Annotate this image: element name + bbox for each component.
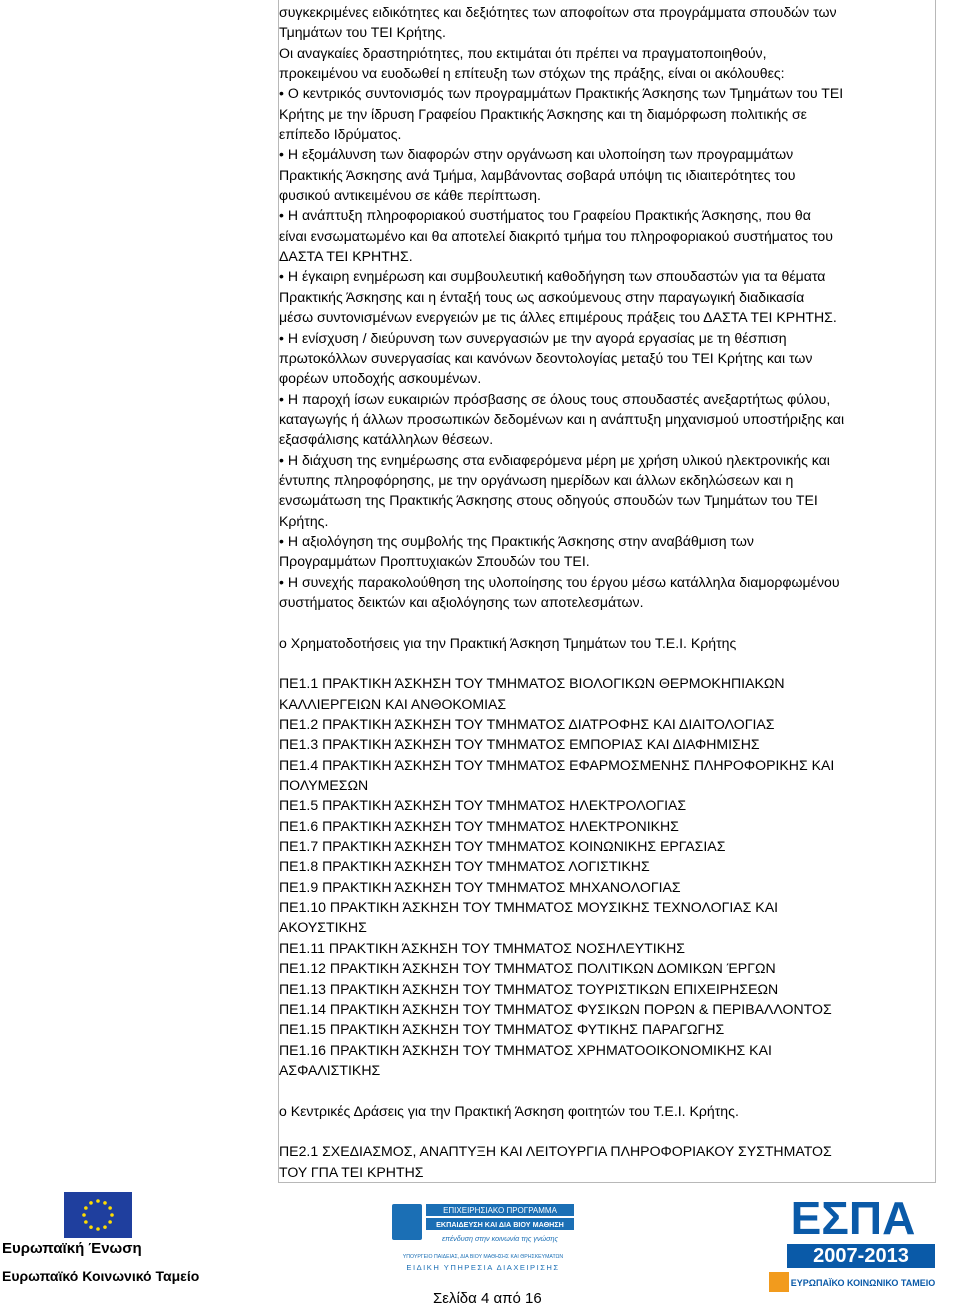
body-text-line: Οι αναγκαίες δραστηριότητες, που εκτιμάται ότι πρέπει να πραγματοποιηθούν, bbox=[279, 44, 767, 61]
funding-item-line: ΠΕ1.8 ΠΡΑΚΤΙΚΗ ΆΣΚΗΣΗ ΤΟΥ ΤΜΗΜΑΤΟΣ ΛΟΓΙΣΤΙΚΗΣ bbox=[279, 858, 650, 875]
funding-item-line: ΠΕ1.13 ΠΡΑΚΤΙΚΗ ΆΣΚΗΣΗ ΤΟΥ ΤΜΗΜΑΤΟΣ ΤΟΥΡΙΣΤΙΚΩΝ ΕΠΙΧΕΙΡΗΣΕΩΝ bbox=[279, 980, 779, 997]
section-heading-central-actions: ο Κεντρικές Δράσεις για την Πρακτική Άσκηση φοιτητών του Τ.Ε.Ι. Κρήτης. bbox=[279, 1102, 739, 1119]
eu-star-icon bbox=[103, 1225, 107, 1229]
funding-item-line: ΠΕ1.11 ΠΡΑΚΤΙΚΗ ΆΣΚΗΣΗ ΤΟΥ ΤΜΗΜΑΤΟΣ ΝΟΣΗΛΕΥΤΙΚΗΣ bbox=[279, 939, 685, 956]
funding-item-line: ΠΕ1.3 ΠΡΑΚΤΙΚΗ ΆΣΚΗΣΗ ΤΟΥ ΤΜΗΜΑΤΟΣ ΕΜΠΟΡΙΑΣ ΚΑΙ ΔΙΑΦΗΜΙΣΗΣ bbox=[279, 736, 760, 753]
svg-text:επένδυση στην κοινωνία της γνώ: επένδυση στην κοινωνία της γνώσης bbox=[442, 1234, 558, 1243]
body-text-line: φυσικού αντικειμένου σε κάθε περίπτωση. bbox=[279, 187, 541, 204]
eu-star-icon bbox=[108, 1220, 112, 1224]
funding-item-line: ΠΟΛΥΜΕΣΩΝ bbox=[279, 777, 369, 794]
body-text-line: συστήματος δεικτών και αξιολόγησης των αποτελεσμάτων. bbox=[279, 593, 644, 610]
section-heading-funding: ο Χρηματοδοτήσεις για την Πρακτική Άσκηση Τμημάτων του Τ.Ε.Ι. Κρήτης bbox=[279, 634, 737, 651]
eu-social-fund-label: Ευρωπαϊκό Κοινωνικό Ταμείο bbox=[2, 1268, 200, 1284]
body-text-line: πρωτοκόλλων συνεργασίας και κανόνων δεοντολογίας μεταξύ του ΤΕΙ Κρήτης και των bbox=[279, 349, 813, 366]
funding-item-line: ΠΕ1.6 ΠΡΑΚΤΙΚΗ ΆΣΚΗΣΗ ΤΟΥ ΤΜΗΜΑΤΟΣ ΗΛΕΚΤΡΟΝΙΚΗΣ bbox=[279, 817, 679, 834]
footer bbox=[0, 1186, 960, 1308]
body-text-line: καταγωγής ή άλλων προσωπικών δεδομένων και η ανάπτυξη μηχανισμού υποστήριξης και bbox=[279, 410, 845, 427]
body-text-line: Τμημάτων του ΤΕΙ Κρήτης. bbox=[279, 24, 446, 41]
funding-item-line: ΑΚΟΥΣΤΙΚΗΣ bbox=[279, 919, 367, 936]
body-text-line: Πρακτικής Άσκησης και η ένταξή τους ως ασκούμενους στην παραγωγική διαδικασία bbox=[279, 288, 805, 305]
svg-text:ΕΠΙΧΕΙΡΗΣΙΑΚΟ ΠΡΟΓΡΑΜΜΑ: ΕΠΙΧΕΙΡΗΣΙΑΚΟ ΠΡΟΓΡΑΜΜΑ bbox=[443, 1206, 557, 1215]
funding-item-line: ΠΕ1.15 ΠΡΑΚΤΙΚΗ ΆΣΚΗΣΗ ΤΟΥ ΤΜΗΜΑΤΟΣ ΦΥΤΙΚΗΣ ΠΑΡΑΓΩΓΗΣ bbox=[279, 1021, 725, 1038]
body-text-line: • Η αξιολόγηση της συμβολής της Πρακτικής Άσκησης στην αναβάθμιση των bbox=[279, 532, 754, 549]
document-body bbox=[279, 2, 959, 1182]
body-paragraphs bbox=[279, 2, 959, 612]
funding-list bbox=[279, 673, 959, 1080]
funding-item-line: ΠΕ1.16 ΠΡΑΚΤΙΚΗ ΆΣΚΗΣΗ ΤΟΥ ΤΜΗΜΑΤΟΣ ΧΡΗΜΑΤΟΟΙΚΟΝΟΜΙΚΗΣ ΚΑΙ bbox=[279, 1041, 772, 1058]
funding-item-line: ΠΕ1.5 ΠΡΑΚΤΙΚΗ ΆΣΚΗΣΗ ΤΟΥ ΤΜΗΜΑΤΟΣ ΗΛΕΚΤΡΟΛΟΓΙΑΣ bbox=[279, 797, 687, 814]
body-text-line: Πρακτικής Άσκησης ανά Τμήμα, λαμβάνοντας σοβαρά υπόψη τις ιδιαιτερότητες του bbox=[279, 166, 796, 183]
body-text-line: επίπεδο Ιδρύματος. bbox=[279, 126, 402, 143]
funding-item-line: ΠΕ1.4 ΠΡΑΚΤΙΚΗ ΆΣΚΗΣΗ ΤΟΥ ΤΜΗΜΑΤΟΣ ΕΦΑΡΜΟΣΜΕΝΗΣ ΠΛΗΡΟΦΟΡΙΚΗΣ ΚΑΙ bbox=[279, 756, 835, 773]
svg-text:ΕΚΠΑΙΔΕΥΣΗ ΚΑΙ ΔΙΑ ΒΙΟΥ ΜΑΘΗΣΗ: ΕΚΠΑΙΔΕΥΣΗ ΚΑΙ ΔΙΑ ΒΙΟΥ ΜΑΘΗΣΗ bbox=[436, 1220, 564, 1229]
body-text-line: • Η εξομάλυνση των διαφορών στην οργάνωση και υλοποίηση των προγραμμάτων bbox=[279, 146, 794, 163]
body-text-line: προκειμένου να ευοδωθεί η επίτευξη των στόχων της πράξης, είναι οι ακόλουθες: bbox=[279, 65, 785, 82]
body-text-line: ενσωμάτωση της Πρακτικής Άσκησης στους οδηγούς σπουδών των Τμημάτων του ΤΕΙ bbox=[279, 492, 818, 509]
eu-star-icon bbox=[103, 1201, 107, 1205]
funding-item-line: ΠΕ1.14 ΠΡΑΚΤΙΚΗ ΆΣΚΗΣΗ ΤΟΥ ΤΜΗΜΑΤΟΣ ΦΥΣΙΚΩΝ ΠΟΡΩΝ & ΠΕΡΙΒΑΛΛΟΝΤΟΣ bbox=[279, 1000, 832, 1017]
eu-star-icon bbox=[110, 1213, 114, 1217]
svg-text:2007-2013: 2007-2013 bbox=[813, 1245, 909, 1267]
body-text-line: έντυπης πληροφόρησης, με την οργάνωση ημερίδων και άλλων εκδηλώσεων και η bbox=[279, 471, 794, 488]
svg-text:ΥΠΟΥΡΓΕΙΟ ΠΑΙΔΕΙΑΣ, ΔΙΑ ΒΙΟΥ Μ: ΥΠΟΥΡΓΕΙΟ ΠΑΙΔΕΙΑΣ, ΔΙΑ ΒΙΟΥ ΜΑΘΗΣΗΣ ΚΑΙ ΘΡΗΣΚΕΥΜΑΤΩΝ bbox=[402, 1254, 564, 1260]
body-text-line: Προγραμμάτων Προπτυχιακών Σπουδών του ΤΕΙ. bbox=[279, 553, 590, 570]
espa-logo bbox=[767, 1192, 937, 1296]
funding-item-line: ΠΕ1.12 ΠΡΑΚΤΙΚΗ ΆΣΚΗΣΗ ΤΟΥ ΤΜΗΜΑΤΟΣ ΠΟΛΙΤΙΚΩΝ ΔΟΜΙΚΩΝ ΈΡΓΩΝ bbox=[279, 960, 776, 977]
central-action-item-line: ΠΕ2.1 ΣΧΕΔΙΑΣΜΟΣ, ΑΝΑΠΤΥΞΗ ΚΑΙ ΛΕΙΤΟΥΡΓΙΑ ΠΛΗΡΟΦΟΡΙΑΚΟΥ ΣΥΣΤΗΜΑΤΟΣ bbox=[279, 1143, 832, 1160]
eu-union-label: Ευρωπαϊκή Ένωση bbox=[2, 1240, 142, 1257]
eu-flag-logo bbox=[64, 1192, 132, 1238]
body-text-line: • Η συνεχής παρακολούθηση της υλοποίησης του έργου μέσω κατάλληλα διαμορφωμένου bbox=[279, 573, 840, 590]
central-actions-list bbox=[279, 1141, 959, 1182]
funding-item-line: ΠΕ1.2 ΠΡΑΚΤΙΚΗ ΆΣΚΗΣΗ ΤΟΥ ΤΜΗΜΑΤΟΣ ΔΙΑΤΡΟΦΗΣ ΚΑΙ ΔΙΑΙΤΟΛΟΓΙΑΣ bbox=[279, 716, 775, 733]
central-action-item-line: ΤΟΥ ΓΠΑ ΤΕΙ ΚΡΗΤΗΣ bbox=[279, 1163, 424, 1180]
body-text-line: • Η ανάπτυξη πληροφοριακού συστήματος του Γραφείου Πρακτικής Άσκησης, που θα bbox=[279, 207, 811, 224]
body-text-line: εξασφάλισης κατάλληλων θέσεων. bbox=[279, 431, 494, 448]
body-text-line: είναι ενσωματωμένο και θα αποτελεί διακριτό τμήμα του πληροφοριακού συστήματος του bbox=[279, 227, 833, 244]
eu-star-icon bbox=[96, 1199, 100, 1203]
eu-star-icon bbox=[96, 1227, 100, 1231]
eu-star-icon bbox=[89, 1225, 93, 1229]
body-text-line: συγκεκριμένες ειδικότητες και δεξιότητες των αποφοίτων στα προγράμματα σπουδών των bbox=[279, 4, 837, 20]
eu-star-icon bbox=[84, 1206, 88, 1210]
body-text-line: • Η ενίσχυση / διεύρυνση των συνεργασιών με την αγορά εργασίας με τη θέσπιση bbox=[279, 329, 787, 346]
page-number: Σελίδα 4 από 16 bbox=[433, 1290, 542, 1307]
body-text-line: μέσω συντονισμένων ενεργειών με τις άλλες επιμέρους πράξεις του ΔΑΣΤΑ ΤΕΙ ΚΡΗΤΗΣ. bbox=[279, 309, 837, 326]
svg-text:ΕΣΠΑ: ΕΣΠΑ bbox=[790, 1192, 916, 1244]
funding-item-line: ΠΕ1.9 ΠΡΑΚΤΙΚΗ ΆΣΚΗΣΗ ΤΟΥ ΤΜΗΜΑΤΟΣ ΜΗΧΑΝΟΛΟΓΙΑΣ bbox=[279, 878, 681, 895]
body-text-line: Κρήτης με την ίδρυση Γραφείου Πρακτικής Άσκησης και τη διαμόρφωση πολιτικής σε bbox=[279, 105, 807, 122]
body-text-line: Κρήτης. bbox=[279, 512, 329, 529]
eu-star-icon bbox=[84, 1220, 88, 1224]
body-text-line: • Ο κεντρικός συντονισμός των προγραμμάτων Πρακτικής Άσκησης των Τμημάτων του ΤΕΙ bbox=[279, 85, 844, 102]
body-text-line: • Η παροχή ίσων ευκαιριών πρόσβασης σε όλους τους σπουδαστές ανεξαρτήτως φύλου, bbox=[279, 390, 831, 407]
funding-item-line: ΚΑΛΛΙΕΡΓΕΙΩΝ ΚΑΙ ΑΝΘΟΚΟΜΙΑΣ bbox=[279, 695, 507, 712]
eu-star-icon bbox=[82, 1213, 86, 1217]
eu-star-icon bbox=[89, 1201, 93, 1205]
svg-text:ΕΙΔΙΚΗ ΥΠΗΡΕΣΙΑ ΔΙΑΧΕΙΡΙΣΗΣ: ΕΙΔΙΚΗ ΥΠΗΡΕΣΙΑ ΔΙΑΧΕΙΡΙΣΗΣ bbox=[406, 1263, 560, 1272]
funding-item-line: ΠΕ1.1 ΠΡΑΚΤΙΚΗ ΆΣΚΗΣΗ ΤΟΥ ΤΜΗΜΑΤΟΣ ΒΙΟΛΟΓΙΚΩΝ ΘΕΡΜΟΚΗΠΙΑΚΩΝ bbox=[279, 675, 785, 692]
eu-star-icon bbox=[108, 1206, 112, 1210]
body-text-line: φορέων υποδοχής ασκουμένων. bbox=[279, 370, 482, 387]
body-text-line: ΔΑΣΤΑ ΤΕΙ ΚΡΗΤΗΣ. bbox=[279, 248, 413, 265]
funding-item-line: ΑΣΦΑΛΙΣΤΙΚΗΣ bbox=[279, 1061, 381, 1078]
svg-text:ΕΥΡΩΠΑΪΚΟ ΚΟΙΝΩΝΙΚΟ ΤΑΜΕΙΟ: ΕΥΡΩΠΑΪΚΟ ΚΟΙΝΩΝΙΚΟ ΤΑΜΕΙΟ bbox=[790, 1278, 936, 1288]
funding-item-line: ΠΕ1.10 ΠΡΑΚΤΙΚΗ ΆΣΚΗΣΗ ΤΟΥ ΤΜΗΜΑΤΟΣ ΜΟΥΣΙΚΗΣ ΤΕΧΝΟΛΟΓΙΑΣ ΚΑΙ bbox=[279, 899, 779, 916]
body-text-line: • Η έγκαιρη ενημέρωση και συμβουλευτική καθοδήγηση των σπουδαστών για τα θέματα bbox=[279, 268, 826, 285]
body-text-line: • Η διάχυση της ενημέρωσης στα ενδιαφερόμενα μέρη με χρήση υλικού ηλεκτρονικής και bbox=[279, 451, 830, 468]
funding-item-line: ΠΕ1.7 ΠΡΑΚΤΙΚΗ ΆΣΚΗΣΗ ΤΟΥ ΤΜΗΜΑΤΟΣ ΚΟΙΝΩΝΙΚΗΣ ΕΡΓΑΣΙΑΣ bbox=[279, 838, 726, 855]
education-programme-logo bbox=[390, 1198, 576, 1276]
